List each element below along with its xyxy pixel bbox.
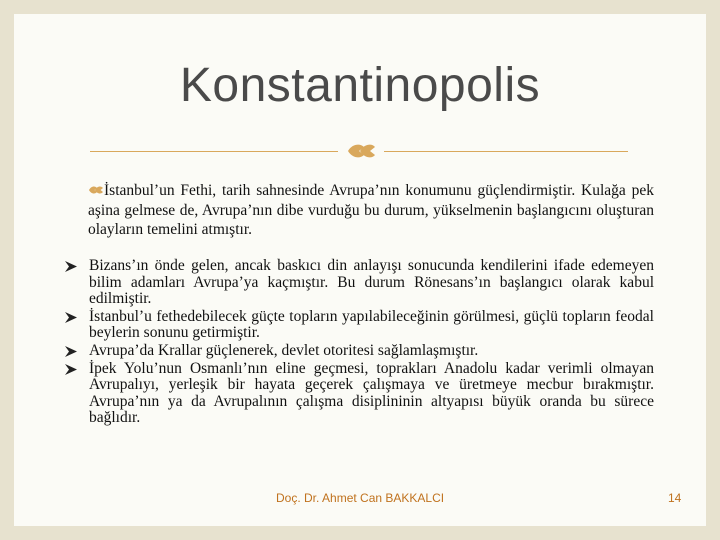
arrow-bullet-icon (64, 363, 78, 376)
arrow-bullet-icon (64, 260, 78, 273)
intro-paragraph (88, 181, 654, 240)
list-item-text: Avrupa’da Krallar güçlenerek, devlet otoritesi sağlamlaşmıştır. (89, 341, 479, 359)
arrow-bullet-icon (64, 345, 78, 358)
list-item-text: İpek Yolu’nun Osmanlı’nın eline geçmesi, toprakları Anadolu kadar verimli olmayan Avrupalıyı, yerleşik bir hayata geçerek çalışmaya ve üretmeye mecbur bırakmıştır. Avrupa’nın ya da Avrupalının çalışma disiplininin altyapısı büyük oranda bu sürece bağlıdır. (89, 359, 654, 427)
chevron-bullet-icon (88, 184, 104, 196)
bullet-list (64, 258, 654, 428)
chevron-bullet-icon (346, 140, 376, 162)
list-item (64, 309, 654, 342)
slide-title: Konstantinopolis (179, 59, 541, 112)
page-number: 14 (668, 491, 682, 505)
list-item (64, 258, 654, 308)
arrow-bullet-icon (64, 311, 78, 324)
slide-footer: Doç. Dr. Ahmet Can BAKKALCI (276, 491, 445, 505)
intro-text: İstanbul’un Fethi, tarih sahnesinde Avrupa’nın konumunu güçlendirmiştir. Kulağa pek aşina gelmese de, Avrupa’nın dibe vurduğu bu durum, yükselmenin başlangıcını oluşturan olayların temelini atmıştır. (88, 182, 654, 238)
title-divider-right (384, 151, 628, 152)
list-item-text: İstanbul’u fethedebilecek güçte topların yapılabileceğinin görülmesi, güçlü topların feodal beylerin sonunu getirmiştir. (89, 307, 654, 342)
list-item (64, 361, 654, 427)
list-item-text: Bizans’ın önde gelen, ancak baskıcı din anlayışı sonucunda kendilerini ifade edemeyen bilim adamları Avrupa’ya kaçmıştır. Bu durum Rönesans’ın başlangıcı olarak kabul edilmiştir. (89, 257, 654, 308)
title-divider-left (90, 151, 338, 152)
list-item (64, 343, 654, 360)
